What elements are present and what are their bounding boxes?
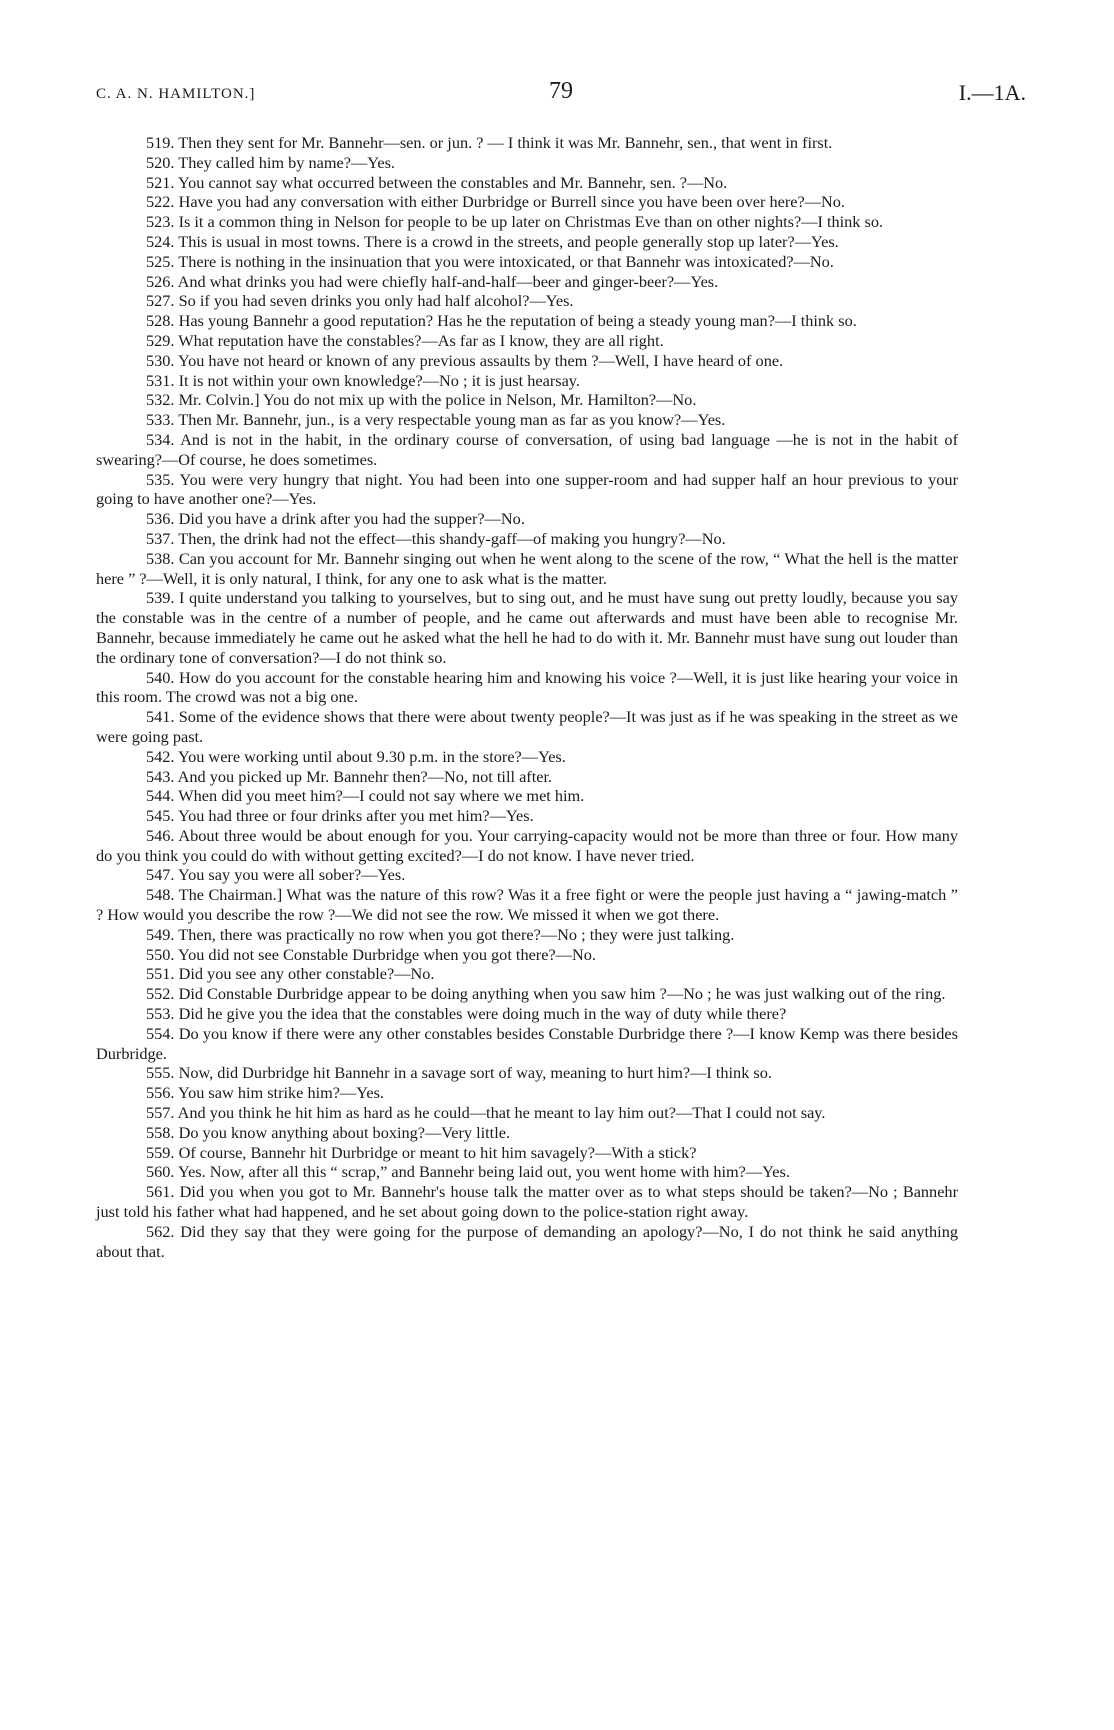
- question-answer-paragraph: 529. What reputation have the constables?—As far as I know, they are all right.: [146, 330, 664, 350]
- question-answer-paragraph: 536. Did you have a drink after you had the supper?—No.: [146, 509, 525, 529]
- question-answer-paragraph: 523. Is it a common thing in Nelson for people to be up later on Christmas Eve than on other nights?—I think so.: [146, 212, 884, 232]
- evidence-text: [96, 133, 958, 1261]
- question-answer-paragraph: 524. This is usual in most towns. There is a crowd in the streets, and people generally stop up later?—Yes.: [146, 231, 839, 251]
- question-answer-paragraph: 554. Do you know if there were any other constables besides Constable Durbridge there ?—I know Kemp was there besides Durbridge.: [96, 1023, 958, 1063]
- question-answer-paragraph: 547. You say you were all sober?—Yes.: [146, 865, 406, 885]
- question-answer-paragraph: 551. Did you see any other constable?—No.: [146, 964, 435, 984]
- witness-name-header: C. A. N. HAMILTON.]: [96, 86, 256, 102]
- question-answer-paragraph: 548. The Chairman.] What was the nature of this row? Was it a free fight or were the people just having a “ jawing-match ” ? How would you describe the row ?—We did not see the row. We missed it when we got there.: [96, 885, 958, 925]
- question-answer-paragraph: 531. It is not within your own knowledge?—No ; it is just hearsay.: [146, 370, 580, 390]
- question-answer-paragraph: 546. About three would be about enough for you. Your carrying-capacity would not be more than three or four. How many do you think you could do with without getting excited?—I do not know. I have never tried.: [96, 825, 958, 865]
- question-answer-paragraph: 540. How do you account for the constable hearing him and knowing his voice ?—Well, it is just like hearing your voice in this room. The crowd was not a big one.: [96, 667, 958, 707]
- page-number: 79: [549, 78, 573, 104]
- question-answer-paragraph: 549. Then, there was practically no row when you got there?—No ; they were just talking.: [146, 924, 735, 944]
- question-answer-paragraph: 539. I quite understand you talking to yourselves, but to sing out, and he must have sung out pretty loudly, because you say the constable was in the centre of a number of people, and he came out afterwards and must have been able to recognise Mr. Bannehr, because immediately he came out he asked what the hell he had to do with it. Mr. Bannehr must have sung out louder than the ordinary tone of conversation?—I do not think so.: [96, 588, 958, 667]
- question-answer-paragraph: 525. There is nothing in the insinuation that you were intoxicated, or that Bannehr was intoxicated?—No.: [146, 251, 834, 271]
- question-answer-paragraph: 545. You had three or four drinks after you met him?—Yes.: [146, 806, 534, 826]
- question-answer-paragraph: 532. Mr. Colvin.] You do not mix up with the police in Nelson, Mr. Hamilton?—No.: [146, 390, 697, 410]
- question-answer-paragraph: 558. Do you know anything about boxing?—Very little.: [146, 1122, 511, 1142]
- question-answer-paragraph: 534. And is not in the habit, in the ordinary course of conversation, of using bad language —he is not in the habit of swearing?—Of course, he does sometimes.: [96, 429, 958, 469]
- question-answer-paragraph: 557. And you think he hit him as hard as he could—that he meant to lay him out?—That I could not say.: [146, 1103, 826, 1123]
- question-answer-paragraph: 521. You cannot say what occurred between the constables and Mr. Bannehr, sen. ?—No.: [146, 172, 728, 192]
- question-answer-paragraph: 562. Did they say that they were going for the purpose of demanding an apology?—No, I do not think he said anything about that.: [96, 1221, 958, 1261]
- question-answer-paragraph: 559. Of course, Bannehr hit Durbridge or meant to hit him savagely?—With a stick?: [146, 1142, 697, 1162]
- question-answer-paragraph: 541. Some of the evidence shows that there were about twenty people?—It was just as if he was speaking in the street as we were going past.: [96, 707, 958, 746]
- question-answer-paragraph: 544. When did you meet him?—I could not say where we met him.: [146, 786, 585, 806]
- question-answer-paragraph: 556. You saw him strike him?—Yes.: [146, 1083, 385, 1103]
- document-reference: I.—1A.: [958, 80, 1026, 105]
- page-header: [96, 78, 1026, 112]
- question-answer-paragraph: 560. Yes. Now, after all this “ scrap,” and Bannehr being laid out, you went home with him?—Yes.: [146, 1162, 790, 1182]
- question-answer-paragraph: 526. And what drinks you had were chiefly half-and-half—beer and ginger-beer?—Yes.: [146, 271, 719, 291]
- question-answer-paragraph: 520. They called him by name?—Yes.: [146, 152, 396, 172]
- question-answer-paragraph: 555. Now, did Durbridge hit Bannehr in a savage sort of way, meaning to hurt him?—I think so.: [146, 1063, 772, 1083]
- question-answer-paragraph: 530. You have not heard or known of any previous assaults by them ?—Well, I have heard of one.: [146, 350, 784, 370]
- question-answer-paragraph: 533. Then Mr. Bannehr, jun., is a very respectable young man as far as you know?—Yes.: [146, 410, 726, 430]
- question-answer-paragraph: 528. Has young Bannehr a good reputation? Has he the reputation of being a steady young man?—I think so.: [146, 311, 857, 331]
- question-answer-paragraph: 519. Then they sent for Mr. Bannehr—sen. or jun. ? — I think it was Mr. Bannehr, sen., that went in first.: [146, 133, 833, 152]
- question-answer-paragraph: 527. So if you had seven drinks you only had half alcohol?—Yes.: [146, 291, 574, 311]
- question-answer-paragraph: 543. And you picked up Mr. Bannehr then?—No, not till after.: [146, 766, 553, 786]
- question-answer-paragraph: 553. Did he give you the idea that the constables were doing much in the way of duty while there?: [146, 1004, 787, 1024]
- question-answer-paragraph: 550. You did not see Constable Durbridge when you got there?—No.: [146, 944, 596, 964]
- question-answer-paragraph: 535. You were very hungry that night. You had been into one supper-room and had supper half an hour previous to your going to have another one?—Yes.: [96, 469, 958, 509]
- question-answer-paragraph: 538. Can you account for Mr. Bannehr singing out when he went along to the scene of the row, “ What the hell is the matter here ” ?—Well, it is only natural, I think, for any one to ask what is the matter.: [96, 548, 958, 588]
- question-answer-paragraph: 537. Then, the drink had not the effect—this shandy-gaff—of making you hungry?—No.: [146, 528, 726, 548]
- question-answer-paragraph: 552. Did Constable Durbridge appear to be doing anything when you saw him ?—No ; he was just walking out of the ring.: [146, 984, 946, 1004]
- question-answer-paragraph: 542. You were working until about 9.30 p.m. in the store?—Yes.: [146, 746, 566, 766]
- question-answer-paragraph: 561. Did you when you got to Mr. Bannehr's house talk the matter over as to what steps should be taken?—No ; Bannehr just told his father what had happened, and he set about going down to the police-station right away.: [96, 1182, 958, 1222]
- question-answer-paragraph: 522. Have you had any conversation with either Durbridge or Burrell since you have been over here?—No.: [146, 192, 845, 212]
